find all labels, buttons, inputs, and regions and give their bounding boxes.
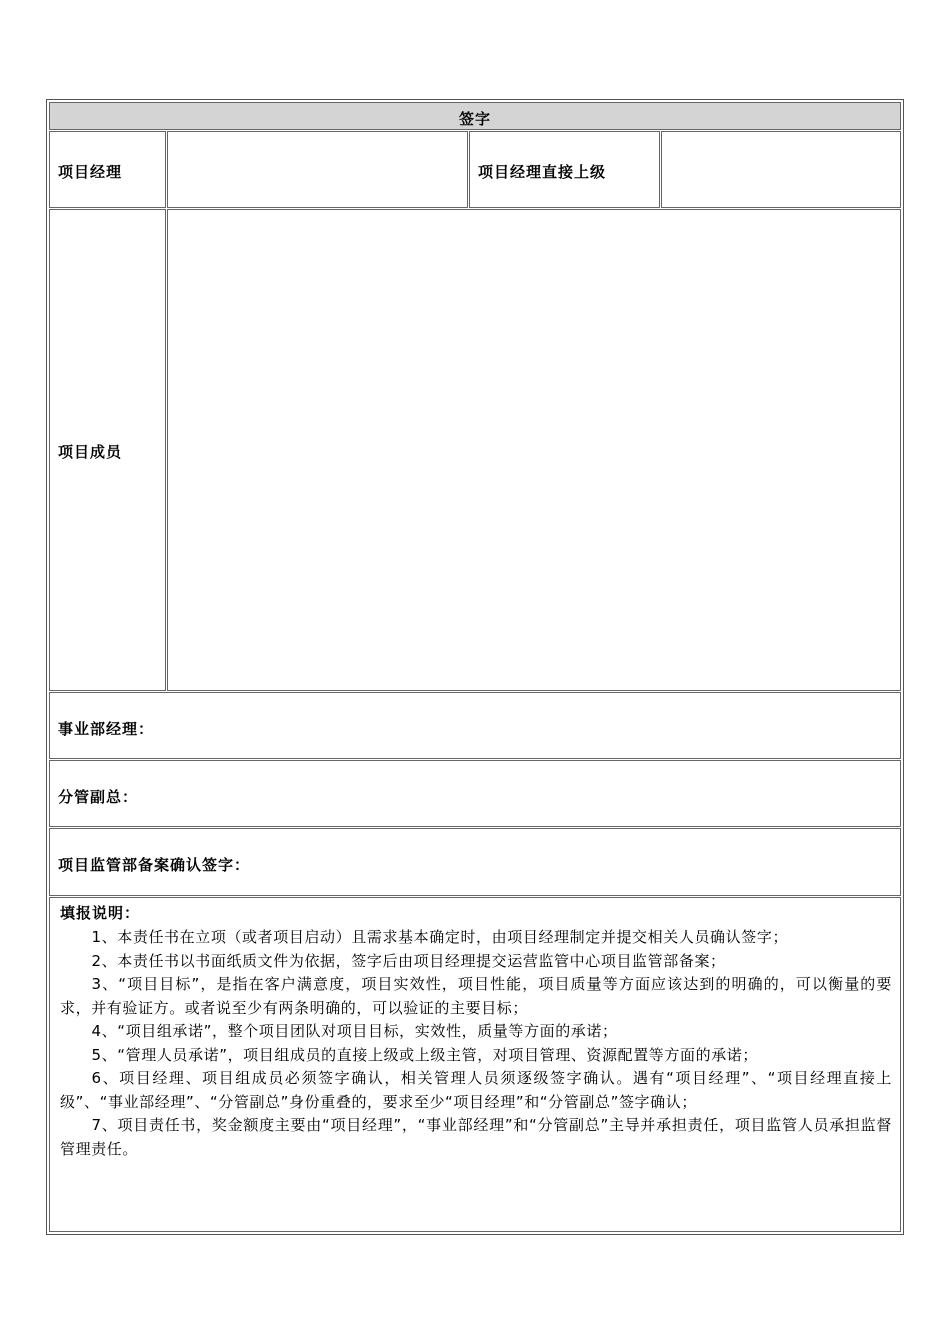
members-label: 项目成员: [58, 443, 123, 461]
pm-label-cell: [49, 131, 166, 208]
pm-superior-signature-cell[interactable]: [661, 131, 901, 208]
division-manager-row[interactable]: [49, 692, 901, 759]
vp-label: 分管副总：: [58, 788, 139, 806]
table-header: [49, 102, 901, 130]
instruction-item: 2、本责任书以书面纸质文件为依据，签字后由项目经理提交运营监管中心项目监管部备案；: [91, 951, 726, 970]
instruction-item: 3、“项目目标”，是指在客户满意度，项目实效性，项目性能，项目质量等方面应该达到的明确的，可以衡量的要求，并有验证方。或者说至少有两条明确的，可以验证的主要目标；: [60, 975, 892, 1017]
table-header-title: 签字: [458, 110, 491, 128]
members-signature-cell[interactable]: [167, 209, 901, 691]
pm-superior-label-cell: [469, 131, 660, 208]
members-label-cell: [49, 209, 166, 691]
instructions-body: [60, 926, 892, 1161]
pm-label: 项目经理: [58, 163, 123, 181]
division-manager-label: 事业部经理：: [58, 720, 155, 738]
instruction-item: 4、“项目组承诺”，整个项目团队对项目目标，实效性，质量等方面的承诺；: [91, 1022, 618, 1040]
instruction-item: 6、项目经理、项目组成员必须签字确认，相关管理人员须逐级签字确认。遇有“项目经理”、“项目经理直接上级”、“事业部经理”、“分管副总”身份重叠的，要求至少“项目经理”和“分管副总”签字确认；: [60, 1069, 892, 1111]
instructions-title: 填报说明：: [60, 904, 141, 922]
supervision-label: 项目监管部备案确认签字：: [58, 856, 251, 874]
filling-instructions: [49, 897, 901, 1232]
pm-signature-cell[interactable]: [167, 131, 468, 208]
instruction-item: 1、本责任书在立项（或者项目启动）且需求基本确定时，由项目经理制定并提交相关人员确认签字；: [91, 928, 789, 946]
pm-superior-label: 项目经理直接上级: [478, 163, 607, 181]
supervision-row[interactable]: [49, 828, 901, 896]
instruction-item: 7、项目责任书，奖金额度主要由“项目经理”，“事业部经理”和“分管副总”主导并承担责任，项目监管人员承担监督管理责任。: [60, 1116, 892, 1158]
vp-row[interactable]: [49, 760, 901, 827]
instruction-item: 5、“管理人员承诺”，项目组成员的直接上级或上级主管，对项目管理、资源配置等方面的承诺；: [91, 1045, 758, 1064]
